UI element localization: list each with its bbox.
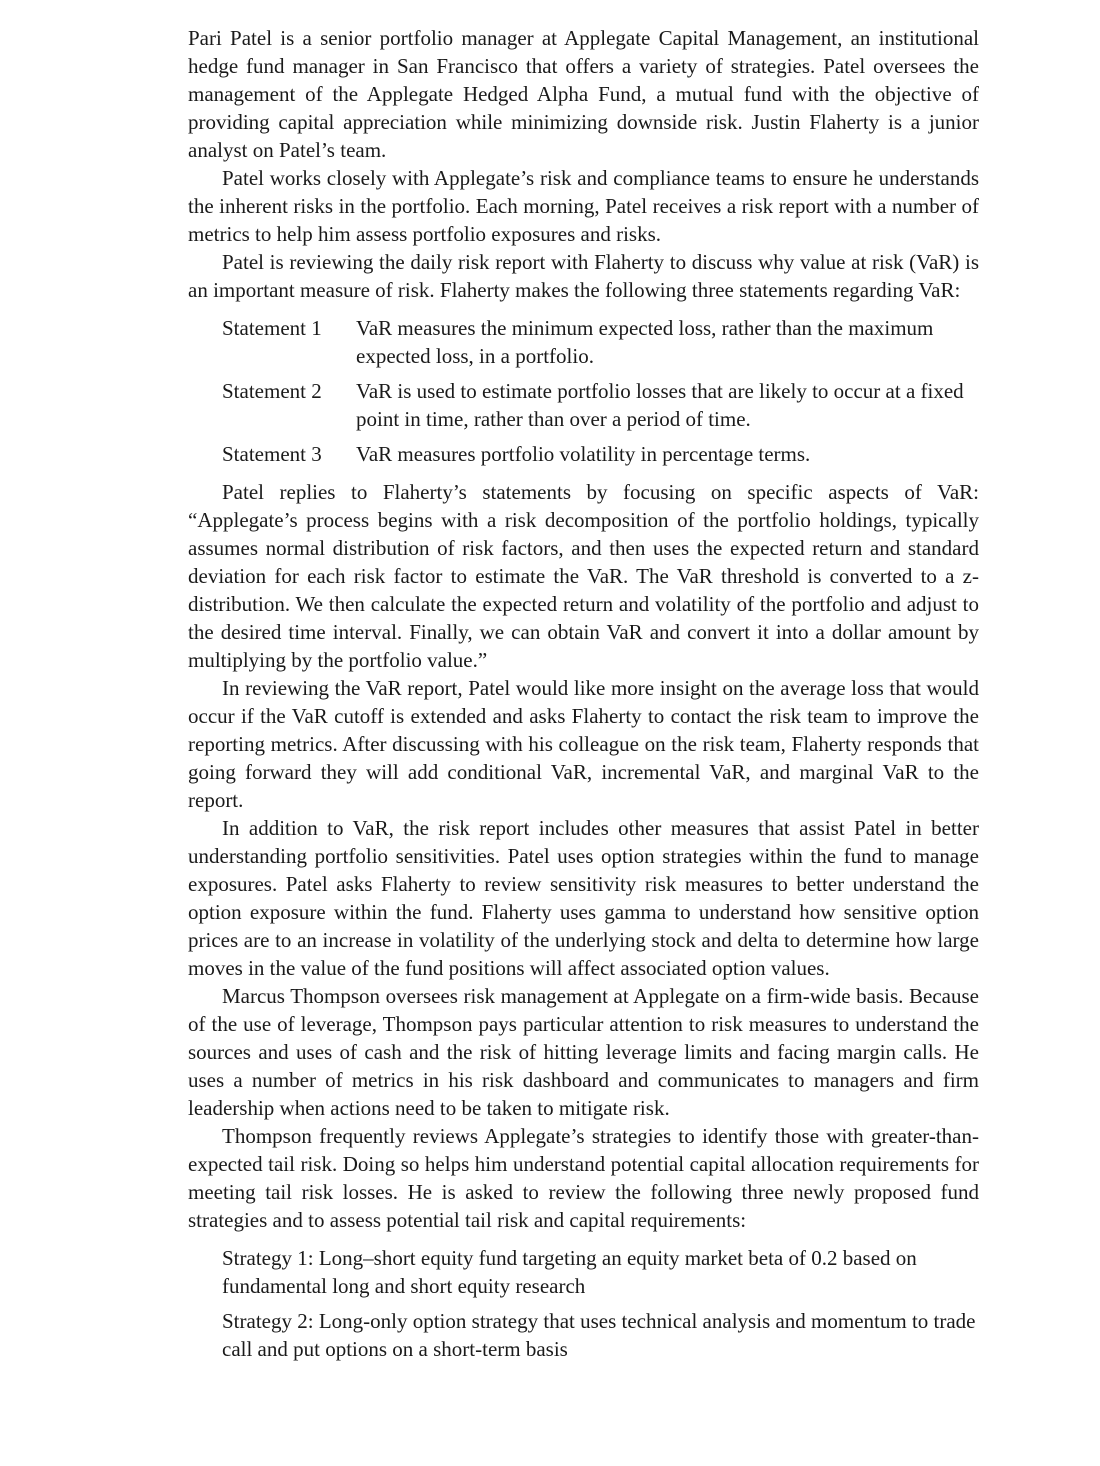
paragraph-thompson: Marcus Thompson oversees risk management at Applegate on a firm-wide basis. Because of the use of leverage, Thompson pays particular attention to risk measures to understand the sources and uses of cash and the risk of hitting leverage limits and facing margin calls. He uses a number of metrics in his risk dashboard and communicates to managers and firm leadership when actions need to be taken to mitigate risk.: [188, 984, 979, 1120]
document-page: [188, 24, 979, 1370]
statement-label: Statement 3: [222, 442, 322, 466]
strategies-list: [222, 1244, 979, 1363]
statement-1: [222, 314, 967, 370]
statement-label: Statement 2: [222, 379, 322, 403]
paragraph-intro-3: Patel is reviewing the daily risk report with Flaherty to discuss why value at risk (VaR) is an important measure of risk. Flaherty makes the following three statements regarding VaR:: [188, 250, 979, 302]
statements-list: [222, 314, 967, 468]
paragraph-tail-risk: Thompson frequently reviews Applegate’s strategies to identify those with greater-than-expected tail risk. Doing so helps him understand potential capital allocation requirements for meeting tail risk losses. He is asked to review the following three newly proposed fund strategies and to assess potential tail risk and capital requirements:: [188, 1124, 979, 1232]
strategy-2: Strategy 2: Long-only option strategy that uses technical analysis and momentum to trade call and put options on a short-term basis: [222, 1309, 976, 1361]
statement-text: VaR is used to estimate portfolio losses that are likely to occur at a fixed point in time, rather than over a period of time.: [356, 379, 964, 431]
paragraph-var-report: In reviewing the VaR report, Patel would like more insight on the average loss that would occur if the VaR cutoff is extended and asks Flaherty to contact the risk team to improve the reporting metrics. After discussing with his colleague on the risk team, Flaherty responds that going forward they will add conditional VaR, incremental VaR, and marginal VaR to the report.: [188, 676, 979, 812]
statement-text: VaR measures the minimum expected loss, rather than the maximum expected loss, in a portfolio.: [356, 316, 934, 368]
paragraph-intro-1: Pari Patel is a senior portfolio manager at Applegate Capital Management, an institutional hedge fund manager in San Francisco that offers a variety of strategies. Patel oversees the management of the Applegate Hedged Alpha Fund, a mutual fund with the objective of providing capital appreciation while minimizing downside risk. Justin Flaherty is a junior analyst on Patel’s team.: [188, 26, 979, 162]
paragraph-intro-2: Patel works closely with Applegate’s risk and compliance teams to ensure he understands the inherent risks in the portfolio. Each morning, Patel receives a risk report with a number of metrics to help him assess portfolio exposures and risks.: [188, 166, 979, 246]
statement-text: VaR measures portfolio volatility in percentage terms.: [356, 442, 811, 466]
statement-label: Statement 1: [222, 316, 322, 340]
paragraph-sensitivity: In addition to VaR, the risk report includes other measures that assist Patel in better understanding portfolio sensitivities. Patel uses option strategies within the fund to manage exposures. Patel asks Flaherty to review sensitivity risk measures to better understand the option exposure within the fund. Flaherty uses gamma to understand how sensitive option prices are to an increase in volatility of the underlying stock and delta to determine how large moves in the value of the fund positions will affect associated option values.: [188, 816, 979, 980]
statement-2: [222, 377, 967, 433]
strategy-1: Strategy 1: Long–short equity fund targeting an equity market beta of 0.2 based on fundamental long and short equity research: [222, 1246, 917, 1298]
paragraph-var-process: Patel replies to Flaherty’s statements by focusing on specific aspects of VaR: “Applegate’s process begins with a risk decomposition of the portfolio holdings, typically assumes normal distribution of risk factors, and then uses the expected return and standard deviation for each risk factor to estimate the VaR. The VaR threshold is converted to a z-distribution. We then calculate the expected return and volatility of the portfolio and adjust to the desired time interval. Finally, we can obtain VaR and convert it into a dollar amount by multiplying by the portfolio value.”: [188, 480, 979, 672]
statement-3: [222, 440, 967, 468]
